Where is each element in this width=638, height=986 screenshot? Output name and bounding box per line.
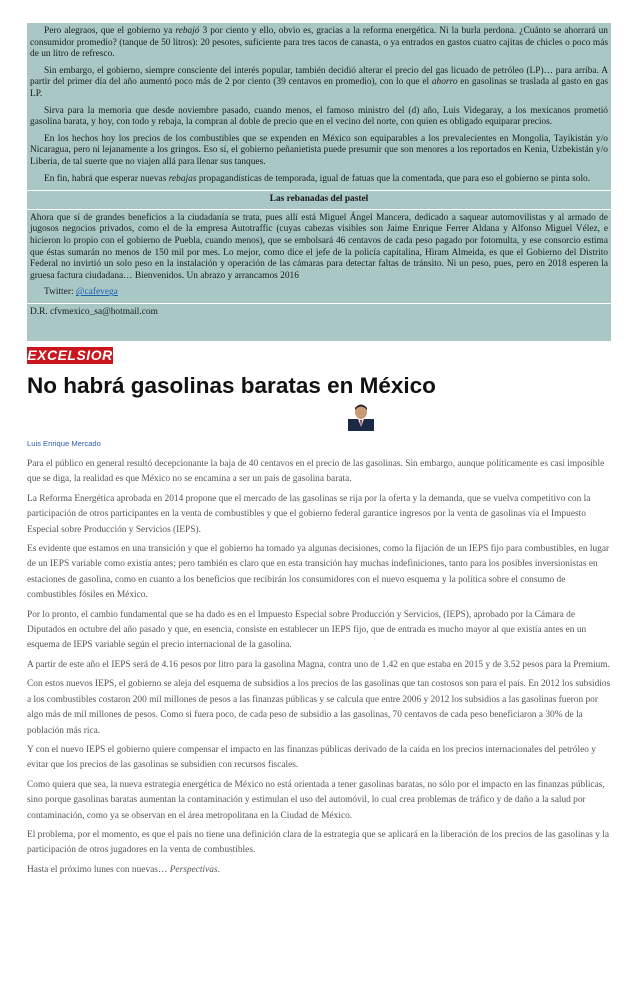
author-photo bbox=[344, 401, 378, 431]
article-body bbox=[27, 457, 611, 882]
excelsior-logo: EXCELSIOR bbox=[27, 347, 113, 363]
divider bbox=[27, 190, 611, 191]
column-paragraph: En fin, habrá que esperar nuevas rebajas propagandísticas de temporada, igual de fatuas que la comentada, que para eso el gobierno se pinta solo. bbox=[44, 173, 591, 184]
column-paragraph: Sin embargo, el gobierno, siempre consciente del interés popular, también decidió alterar el precio del gas licuado de petróleo (LP)… para arriba. A partir del primer día del año aumentó poco más de 2 por ciento (39 centavos en promedio), con lo que el ahorro en gasolinas se traslada al gasto en gas LP. bbox=[30, 65, 609, 99]
article-paragraph: Con estos nuevos IEPS, el gobierno se aleja del esquema de subsidios a los precios de las gasolinas que tan costosos son para el país. En 2012 los subsidios a los combustibles costaron 200 mil millones de pesos a las finanzas públicas y se calcula que entre 2006 y 2012 los subsidios a las gasolinas fueron por algo más de mil millones de pesos. Como si fuera poco, de cada peso de subsidio a las gasolinas, 70 centavos de cada peso beneficiaron a 30% de la población más rica. bbox=[27, 679, 611, 736]
article-paragraph: Como quiera que sea, la nueva estrategia energética de México no está orientada a tener gasolinas baratas, no sólo por el impacto en las finanzas públicas, sino porque gasolinas baratas aumentan la contaminación y estimulan el uso del automóvil, lo cual crea problemas de tráfico y de daño a la salud por contaminación, como ya se observan en el área metropolitana en la Ciudad de México. bbox=[27, 779, 605, 821]
column-paragraph: Sirva para la memoria que desde noviembre pasado, cuando menos, el famoso ministro del (d) año, Luis Videgaray, a los mexicanos prometió gasolina barata, y hoy, con todo y rebaja, la compran al doble de precio que en el vecino del norte, con quien es obligado equiparar precios. bbox=[30, 105, 608, 128]
divider bbox=[27, 209, 611, 210]
author-name[interactable]: Luis Enrique Mercado bbox=[27, 439, 101, 448]
column-paragraph: Pero alegraos, que el gobierno ya rebajó 3 por ciento y ello, obvio es, gracias a la reforma energética. Ni la burla perdona. ¿Cuánto se ahorrará un consumidor promedio? (tanque de 50 litros): 20 pesotes, suficiente para tres tacos de canasta, o ya entrados en gastos cuatro cajitas de chicles o poco más de un litro de refresco. bbox=[30, 26, 608, 60]
twitter-link[interactable]: @cafevega bbox=[75, 287, 118, 298]
section-title: Las rebanadas del pastel bbox=[269, 194, 369, 205]
article-paragraph: El problema, por el momento, es que el país no tiene una definición clara de la estrategia que se aplicará en la liberación de los precios de las gasolinas y la participación de otros jugadores en la venta de combustibles. bbox=[27, 829, 610, 856]
divider bbox=[27, 303, 611, 304]
article-paragraph: Y con el nuevo IEPS el gobierno quiere compensar el impacto en las finanzas públicas derivado de la caída en los precios internacionales del petróleo y evitar que los precios de las gasolinas se subsidien con recursos fiscales. bbox=[27, 744, 596, 771]
article-paragraph: A partir de este año el IEPS será de 4.16 pesos por litro para la gasolina Magna, contra uno de 1.42 en que estaba en 2015 y de 3.52 pesos para la Premium. bbox=[27, 659, 610, 670]
article-paragraph: Para el público en general resultó decepcionante la baja de 40 centavos en el precio de las gasolinas. Sin embargo, aunque políticamente es casi imposible que se diga, la realidad es que México no se encamina a ser un país de gasolina barata. bbox=[27, 459, 605, 485]
article-paragraph: Es evidente que estamos en una transición y que el gobierno ha tomado ya algunas decisiones, como la fijación de un IEPS fijo para combustibles, en lugar de un IEPS variable como existía antes; pero también es claro que en esta transición hay muchas indefiniciones, tanto para los posibles inversionistas en estaciones de gasolina, como en cuanto a los beneficios que recibirán los consumidores con el nuevo esquema y la política sobre el consumo de combustibles fósiles en México. bbox=[27, 544, 610, 601]
column-paragraph: Ahora que sí de grandes beneficios a la ciudadanía se trata, pues allí está Miguel Ángel Mancera, dedicado a saquear automovilistas y al armado de jugosos negocios privados, como el de la empresa Autotraffic (cuyas cabezas visibles son Jaime Enrique Ferrer Aldana y Alfonso Miguel Vélez, e hicieron lo propio con el gobierno de Puebla, cuando menos), que se embolsará 46 centavos de cada peso pagado por fotomulta, y ese consorcio estima que éstas sumarán no menos de 150 mil por mes. Lo mejor, como dice el jefe de la policía capitalina, Hiram Almeida, es que el Gobierno del Distrito Federal no invirtió un solo peso en la instalación y operación de las cámaras para detectar faltas de tránsito. Ni un peso, pues, pero en 2018 esperen la gruesa factura ciudadana… Bienvenidos. Un abrazo y arrancamos 2016 bbox=[30, 212, 608, 281]
copyright-email: D.R. cfvmexico_sa@hotmail.com bbox=[30, 306, 158, 317]
opinion-column-box bbox=[27, 23, 611, 341]
article-paragraph: La Reforma Energética aprobada en 2014 propone que el mercado de las gasolinas se rija por la oferta y la demanda, que se vuelva competitivo con la participación de otros participantes en la venta de combustibles y que el gobierno federal garantice ingresos por la venta de gasolinas vía el Impuesto Especial sobre Producción y Servicios (IEPS). bbox=[27, 493, 591, 535]
article-paragraph: Por lo pronto, el cambio fundamental que se ha dado es en el Impuesto Especial sobre Producción y Servicios, (IEPS), aprobado por la Cámara de Diputados en octubre del año pasado y que, en esencia, consiste en establecer un IEPS fijo, que de entrada es mucho mayor al que existía antes en un esquema de IEPS variable según el precio internacional de la gasolina. bbox=[27, 609, 587, 651]
article-headline: No habrá gasolinas baratas en México bbox=[27, 373, 436, 398]
column-paragraph: En los hechos hoy los precios de los combustibles que se expenden en México son equiparables a los prevalecientes en Mongolia, Tayikistán y/o Nicaragua, pero ni lejanamente a los gringos. Eso sí, el gobierno peñanietista puede presumir que son menores a los reportados en Kenia, Uzbekistán y/o Liberia, de tal suerte que no viajen allá para llenar sus tanques. bbox=[30, 133, 608, 167]
article-closing: Hasta el próximo lunes con nuevas… Perspectivas. bbox=[27, 864, 220, 875]
twitter-line: Twitter: @cafevega bbox=[44, 287, 118, 298]
